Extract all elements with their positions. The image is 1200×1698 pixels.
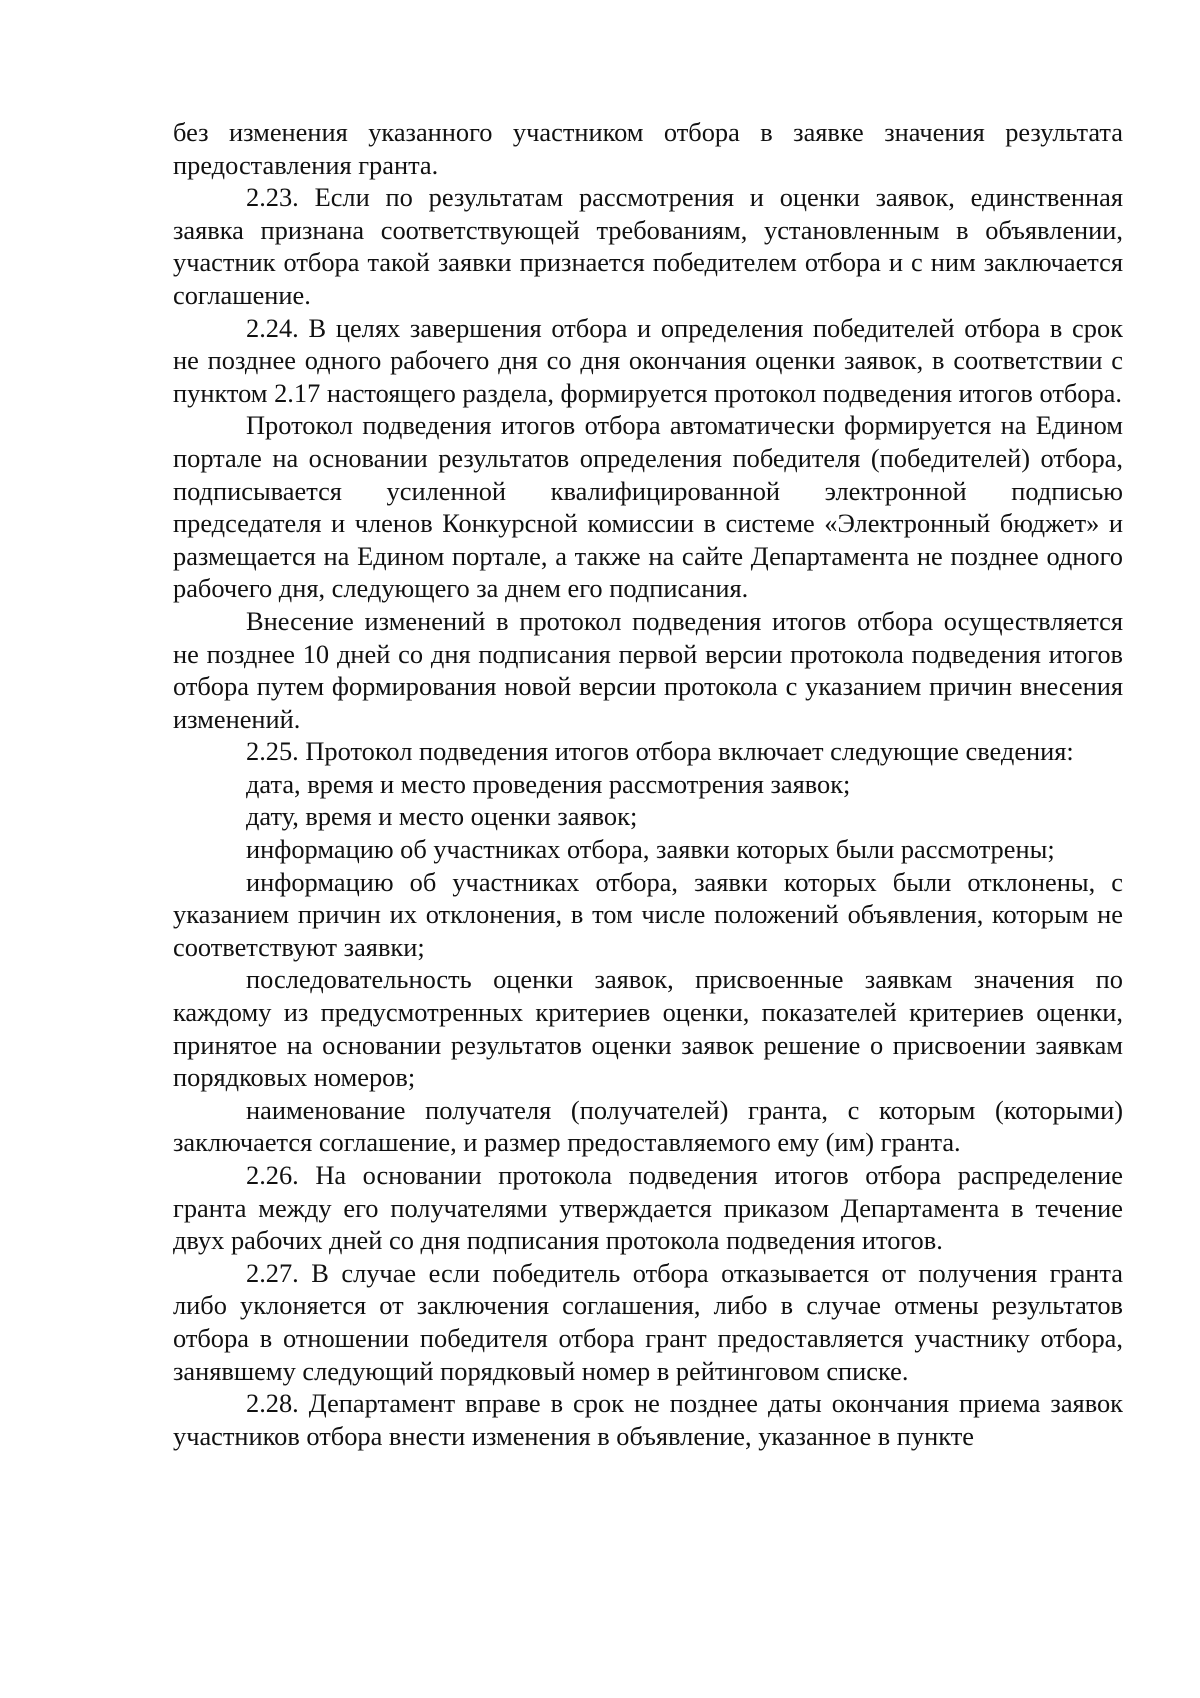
document-body (173, 116, 1123, 1452)
paragraph-continuation: без изменения указанного участником отбора в заявке значения результата предоставления гранта. (173, 117, 1123, 180)
list-item-evaluation-date: дату, время и место оценки заявок; (246, 801, 638, 832)
list-item-grant-recipient: наименование получателя (получателей) гранта, с которым (которыми) заключается соглашение, и размер предоставляемого ему (им) гранта. (173, 1094, 1123, 1158)
list-item-rejected-participants: информацию об участниках отбора, заявки которых были отклонены, с указанием причин их отклонения, в том числе положений объявления, которым не соответствуют заявки; (173, 866, 1123, 962)
list-item-evaluation-sequence: последовательность оценки заявок, присвоенные заявкам значения по каждому из предусмотренных критериев оценки, показателей критериев оценки, принятое на основании результатов оценки заявок решение о присвоении заявкам порядковых номеров; (173, 964, 1123, 1093)
paragraph-2-23: 2.23. Если по результатам рассмотрения и оценки заявок, единственная заявка признана соответствующей требованиям, установленным в объявлении, участник отбора такой заявки признается победителем отбора и с ним заключается соглашение. (173, 182, 1123, 310)
paragraph-2-27: 2.27. В случае если победитель отбора отказывается от получения гранта либо уклоняется от заключения соглашения, либо в случае отмены результатов отбора в отношении победителя отбора грант предоставляется участнику отбора, занявшему следующий порядковый номер в рейтинговом списке. (173, 1257, 1123, 1386)
paragraph-2-26: 2.26. На основании протокола подведения итогов отбора распределение гранта между его получателями утверждается приказом Департамента в течение двух рабочих дней со дня подписания протокола подведения итогов. (173, 1160, 1123, 1256)
list-item-review-date: дата, время и место проведения рассмотрения заявок; (246, 768, 851, 799)
paragraph-2-25: 2.25. Протокол подведения итогов отбора включает следующие сведения: (246, 736, 1074, 767)
paragraph-protocol-formation: Протокол подведения итогов отбора автоматически формируется на Едином портале на основании результатов определения победителя (победителей) отбора, подписывается усиленной квалифицированной электронной подписью председателя и членов Конкурсной комиссии в системе «Электронный бюджет» и размещается на Едином портале, а также на сайте Департамента не позднее одного рабочего дня, следующего за днем его подписания. (173, 410, 1123, 604)
paragraph-protocol-changes: Внесение изменений в протокол подведения итогов отбора осуществляется не позднее 10 дней со дня подписания первой версии протокола подведения итогов отбора путем формирования новой версии протокола с указанием причин внесения изменений. (173, 605, 1123, 734)
paragraph-2-28: 2.28. Департамент вправе в срок не позднее даты окончания приема заявок участников отбора внести изменения в объявление, указанное в пункте (173, 1388, 1123, 1451)
list-item-reviewed-participants: информацию об участниках отбора, заявки которых были рассмотрены; (246, 834, 1055, 865)
paragraph-2-24: 2.24. В целях завершения отбора и определения победителей отбора в срок не позднее одного рабочего дня со дня окончания оценки заявок, в соответствии с пунктом 2.17 настоящего раздела, формируется протокол подведения итогов отбора. (173, 312, 1123, 408)
